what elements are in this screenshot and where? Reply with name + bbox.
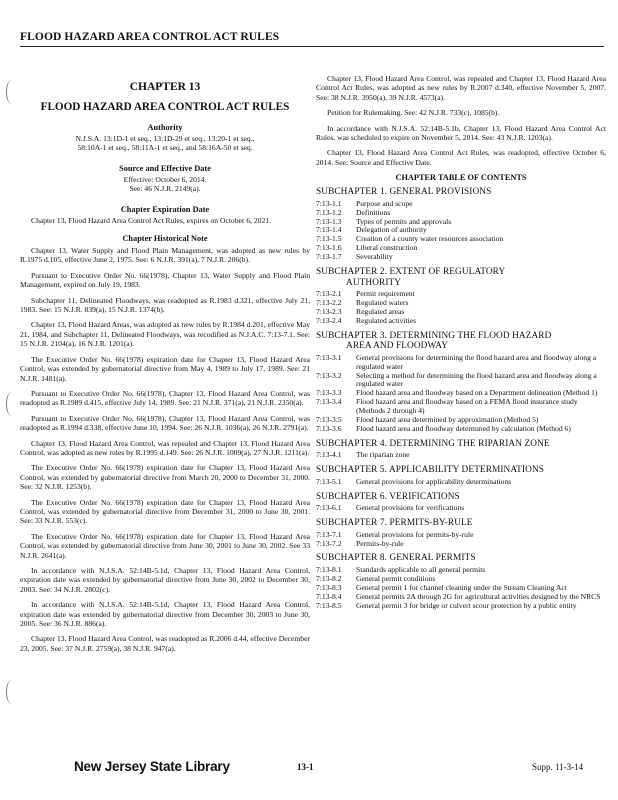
right-column [316,74,606,610]
section-title: General permit conditions [356,573,436,583]
section-code: 7:13-7.2 [316,538,342,548]
section-title: Flood hazard area and floodway based on a Department delineation (Method 1) [356,388,598,398]
toc-entry[interactable] [316,253,606,262]
left-column [20,74,310,659]
section-title: General permit 1 for channel cleaning under the Stream Cleaning Act [356,582,567,592]
history-heading: Chapter Historical Note [122,234,208,244]
section-title: Purpose and scope [356,198,413,208]
history-paragraph: The Executive Order No. 66(1978) expiration date for Chapter 13, Flood Hazard Area Control, was extended by gubernatorial directive from June 30, 2001 to June 30, 2002. See 33 N.J.R. 2641(a). [20,531,310,560]
history-paragraph: Chapter 13, Flood Hazard Areas, was adopted as new rules by R.1984 d.201, effective May 21, 1984, and Subchapter 11, Delineated Floodways, was recodified as N.J.A.C. 7:13-7.1. See: 15 N.J.R. 2104(a), 16 N.J.R. 1201(a). [20,320,310,349]
expiration-heading: Chapter Expiration Date [120,204,210,214]
section-title: Types of permits and approvals [356,216,452,226]
subchapter-heading[interactable] [316,465,606,476]
history-paragraphs [20,246,310,653]
subchapter-heading-line: AREA AND FLOODWAY [346,341,449,352]
section-code: 7:13-2.2 [316,298,342,307]
section-title: Standards applicable to all general permits [356,564,486,574]
chapter-title: FLOOD HAZARD AREA CONTROL ACT RULES [40,101,290,113]
toc-entry[interactable] [316,398,606,416]
subchapter-heading-line: SUBCHAPTER 6. VERIFICATIONS [316,491,460,502]
section-code: 7:13-1.1 [316,198,342,208]
expiration-text: Chapter 13, Flood Hazard Area Control Act Rules, expires on October 6, 2021. [31,215,271,225]
section-code: 7:13-4.1 [316,450,342,460]
subchapter-heading-line: SUBCHAPTER 3. DETERMINING THE FLOOD HAZARD [316,330,552,341]
section-title: Definitions [356,207,391,217]
section-code: 7:13-8.4 [316,591,342,601]
section-code: 7:13-8.3 [316,582,342,592]
section-code: 7:13-2.3 [316,306,342,316]
section-title: General provisions for determining the flood hazard area and floodway along a regulated water [356,352,597,371]
section-title: Creation of a county water resources association [356,234,504,244]
subchapter-heading-line: SUBCHAPTER 8. GENERAL PERMITS [316,553,476,564]
toc-entry[interactable] [316,504,606,513]
section-code: 7:13-3.5 [316,415,342,425]
subchapter-heading-line: AUTHORITY [346,277,402,288]
section-code: 7:13-1.7 [316,252,342,262]
history-paragraph: In accordance with N.J.S.A. 52:14B-5.1d, Chapter 13, Flood Hazard Area Control, expiration date was extended by gubernatorial directive from June 30, 2002 to December 30, 2003. See: 34 N.J.R. 2802(c). [20,566,310,594]
chapter-number: CHAPTER 13 [129,81,201,93]
subchapter-heading[interactable] [316,518,606,529]
toc-entry[interactable] [316,451,606,460]
toc-entry[interactable] [316,478,606,487]
toc-entry[interactable] [316,317,606,326]
section-title: General permits 2A through 2G for agricultural activities designed by the NRCS [356,591,601,601]
section-code: 7:13-1.6 [316,243,342,253]
section-code: 7:13-1.4 [316,225,342,235]
section-title: General permit 3 for bridge or culvert scour protection by a public entity [356,600,577,610]
subchapter-heading[interactable] [316,439,606,450]
section-title: Flood hazard area and floodway based on a FEMA flood insurance study (Methods 2 through 4) [356,397,578,416]
section-title: Flood hazard area determined by approximation (Method 5) [356,415,539,425]
history-continued [316,74,606,167]
margin-mark [6,680,17,704]
section-code: 7:13-1.3 [316,216,342,226]
section-title: Severability [356,252,393,262]
section-title: Flood hazard area and floodway determined by calculation (Method 6) [356,423,571,433]
supplement-date: Supp. 11-3-14 [532,762,584,772]
section-code: 7:13-3.4 [316,397,342,407]
section-code: 7:13-8.1 [316,564,342,574]
history-paragraph: Chapter 13, Flood Hazard Area Control, was repealed and Chapter 13, Flood Hazard Area Control, was adopted as new rules by R.1995 d.149. See: 26 N.J.R. 1009(a), 27 N.J.R. 1211(a). [20,438,310,457]
subchapter-heading[interactable] [316,187,606,198]
toc-entry[interactable] [316,372,606,390]
library-stamp: New Jersey State Library [74,759,230,774]
section-title: Selecting a method for determining the flood hazard area and floodway along a regulated water [356,370,597,389]
section-title: The riparian zone [356,450,410,460]
section-title: General provisions for verifications [356,503,465,513]
section-code: 7:13-8.5 [316,600,342,610]
section-title: General provisions for applicability determinations [356,476,512,486]
toc-entry[interactable] [316,602,606,611]
section-code: 7:13-3.6 [316,423,342,433]
authority-line: N.J.S.A. 13:1D-1 et seq., 13:1D-29 et seq., 13:20-1 et seq., [75,134,255,143]
history-paragraph: The Executive Order No. 66(1978) expiration date for Chapter 13, Flood Hazard Area Control, was extended by gubernatorial directive from March 20, 2000 to December 31, 2000. See: 32 N.J.R. 1253(b). [20,463,310,492]
subchapter-heading-line: SUBCHAPTER 7. PERMITS-BY-RULE [316,518,473,529]
history-paragraph: In accordance with N.J.S.A. 52:14B-5.1b, Chapter 13, Flood Hazard Area Control Act Rules, was scheduled to expire on November 5, 2014. See: 43 N.J.R. 1203(a). [316,123,606,143]
margin-mark [6,80,17,104]
subchapter-heading-line: SUBCHAPTER 1. GENERAL PROVISIONS [316,187,492,198]
margin-mark [6,392,17,416]
section-code: 7:13-7.1 [316,529,342,539]
subchapter-heading[interactable] [316,331,606,352]
source-line: See: 46 N.J.R. 2149(a). [129,184,201,194]
history-paragraph: Subchapter 11, Delineated Floodways, was readopted as R.1983 d.321, effective July 21, 1983. See: 15 N.J.R. 839(a), 15 N.J.R. 1374(b). [20,295,310,315]
section-code: 7:13-6.1 [316,503,342,513]
section-title: Regulated waters [356,298,409,307]
history-paragraph: Pursuant to Executive Order No. 66(1978), Chapter 13, Flood Hazard Area Control, was readopted as R.1989 d.415, effective July 14, 1989. See: 21 N.J.R. 371(a), 21 N.J.R. 2350(a). [20,388,310,408]
history-paragraph: Chapter 13, Flood Hazard Area Control, was readopted as R.2006 d.44, effective December 23, 2005. See: 37 N.J.R. 2759(a), 38 N.J.R. 947(a). [20,634,310,653]
section-code: 7:13-8.2 [316,573,342,583]
section-code: 7:13-3.2 [316,370,342,380]
section-code: 7:13-2.1 [316,289,342,299]
section-code: 7:13-2.4 [316,315,342,325]
page-number: 13-1 [297,762,314,772]
source-line: Effective: October 6, 2014. [123,174,207,184]
section-code: 7:13-1.5 [316,234,342,244]
authority-heading: Authority [147,123,183,132]
section-title: Permits-by-rule [356,538,404,548]
history-paragraph: In accordance with N.J.S.A. 52:14B-5.1d, Chapter 13, Flood Hazard Area Control, expiration date was extended by gubernatorial directive from December 30, 2003 to June 30, 2005. See: 36 N.J.R. 886(a). [20,600,310,629]
history-paragraph: Petition for Rulemaking. See: 42 N.J.R. 733(c), 1085(b). [327,108,500,118]
toc-entry[interactable] [316,354,606,372]
subchapter-heading-line: SUBCHAPTER 4. DETERMINING THE RIPARIAN ZONE [316,438,550,449]
header-rule [20,46,604,47]
source-heading: Source and Effective Date [119,163,211,173]
history-paragraph: Pursuant to Executive Order No. 66(1978), Chapter 13, Water Supply and Flood Plain Management, expired on July 19, 1983. [20,270,310,290]
source-text [20,175,310,194]
subchapter-heading[interactable] [316,553,606,564]
section-title: Regulated areas [356,306,405,316]
toc-entry[interactable] [316,540,606,549]
section-title: Regulated activities [356,315,417,325]
section-title: Delegation of authority [356,225,427,235]
history-paragraph: Chapter 13, Flood Hazard Area Control Act Rules, was readopted, effective October 6, 2014. See: Source and Effective Date. [316,148,606,167]
history-paragraph: Pursuant to Executive Order No. 66(1978), Chapter 13, Flood Hazard Area Control, was readopted as R.1994 d.338, effective June 10, 1994. See: 26 N.J.R. 1036(a), 26 N.J.R. 2791(a). [20,413,310,433]
table-of-contents [316,187,606,610]
subchapter-heading[interactable] [316,492,606,503]
authority-text [20,134,310,153]
section-code: 7:13-5.1 [316,476,342,486]
section-title: Permit requirement [356,289,415,299]
toc-entry[interactable] [316,425,606,434]
section-code: 7:13-1.2 [316,207,342,217]
history-paragraph: The Executive Order No. 66(1978) expiration date for Chapter 13, Flood Hazard Area Control, was extended by gubernatorial directive from December 31, 2000 to June 30, 2001. See: 33 N.J.R. 553(c). [20,497,310,526]
subchapter-heading[interactable] [316,267,606,288]
history-paragraph: Chapter 13, Flood Hazard Area Control, was repealed and Chapter 13, Flood Hazard Area Control Act Rules, was adopted as new rules by R.2007 d.340, effective November 5, 2007. See: 38 N.J.R. 3950(a), 39 N.J.R. 4573(a). [316,74,606,102]
section-code: 7:13-3.1 [316,352,342,362]
toc-title: CHAPTER TABLE OF CONTENTS [395,173,527,183]
running-header: FLOOD HAZARD AREA CONTROL ACT RULES [20,31,280,43]
history-paragraph: Chapter 13, Water Supply and Flood Plain Management, was adopted as new rules by R.1975 d.105, effective June 2, 1975. See: 6 N.J.R. 391(a), 7 N.J.R. 206(b). [20,246,310,265]
subchapter-heading-line: SUBCHAPTER 2. EXTENT OF REGULATORY [316,267,506,278]
history-paragraph: The Executive Order No. 66(1978) expiration date for Chapter 13, Flood Hazard Area Control, was extended by gubernatorial directive from May 4, 1989 to July 17, 1989. See: 21 N.J.R. 1481(a). [20,354,310,383]
section-code: 7:13-3.3 [316,388,342,398]
authority-line: 58:10A-1 et seq., 58:11A-1 et seq., and 58:16A-50 et seq. [77,143,253,153]
section-title: General provisions for permits-by-rule [356,529,474,539]
section-title: Liberal construction [356,243,418,253]
subchapter-heading-line: SUBCHAPTER 5. APPLICABILITY DETERMINATIONS [316,465,545,476]
